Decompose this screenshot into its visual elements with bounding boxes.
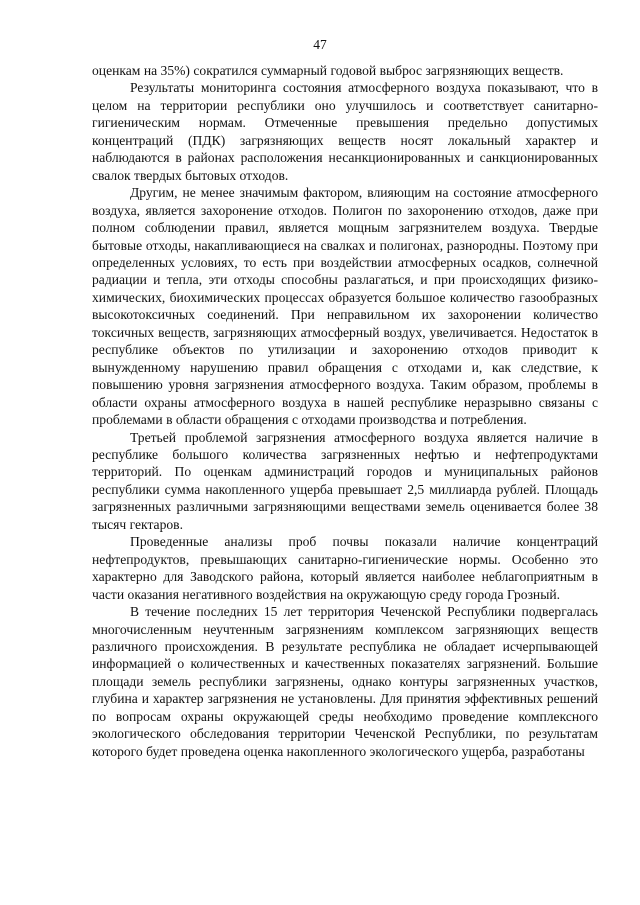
paragraph-oil-contamination: Третьей проблемой загрязнения атмосферного воздуха является наличие в республике большого количества загрязненных нефтью и нефтепродуктами территорий. По оценкам администраций городов и муниципальных районов республики сумма накопленного ущерба превышает 2,5 миллиарда рублей. Площадь загрязненных различными загрязняющими веществами земель оценивается более 38 тысяч гектаров. bbox=[92, 429, 598, 532]
paragraph-soil-analysis: Проведенные анализы проб почвы показали наличие концентраций нефтепродуктов, превышающих санитарно-гигиенические нормы. Особенно это характерно для Заводского района, который является наиболее неблагоприятным в части оказания негативного воздействия на окружающую среду города Грозный. bbox=[92, 534, 598, 602]
paragraph-pollution-history: В течение последних 15 лет территория Чеченской Республики подвергалась многочисленным неучтенным загрязнениям комплексом загрязняющих веществ различного происхождения. В результате республика не обладает исчерпывающей информацией о количественных и качественных показателях загрязнений. Большие площади земель республики загрязнены, однако контуры загрязненных участков, глубина и характер загрязнения не установлены. Для принятия эффективных решений по вопросам охраны окружающей среды необходимо проведение комплексного экологического обследования территории Чеченской Республики, по результатам которого будет проведена оценка накопленного экологического ущерба, разработаны bbox=[92, 604, 598, 759]
paragraph-waste-burial: Другим, не менее значимым фактором, влияющим на состояние атмосферного воздуха, является захоронение отходов. Полигон по захоронению отходов, даже при полном соблюдении правил, является мощным загрязнителем воздуха. Твердые бытовые отходы, накапливающиеся на свалках и полигонах, разнородны. Поэтому при определенных условиях, то есть при воздействии атмосферных осадков, солнечной радиации и тепла, эти отходы способны разлагаться, и при происходящих физико-химических, биохимических процессах образуется большое количество газообразных высокотоксичных соединений. При неправильном их захоронении количество токсичных веществ, загрязняющих атмосферный воздух, увеличивается. Недостаток в республике объектов по утилизации и захоронению отходов приводит к вынужденному нарушению правил обращения с отходами и, как следствие, к повышению уровня загрязнения атмосферного воздуха. Таким образом, проблемы в области охраны атмосферного воздуха в нашей республике неразрывно связаны с проблемами в области обращения с отходами производства и потребления. bbox=[92, 185, 598, 428]
page-number: 47 bbox=[313, 37, 327, 52]
paragraph-air-monitoring: Результаты мониторинга состояния атмосферного воздуха показывают, что в целом на территории республики оно улучшилось и соответствует санитарно-гигиеническим нормам. Отмеченные превышения предельно допустимых концентраций (ПДК) загрязняющих веществ носят локальный характер и наблюдаются в районах расположения несанкционированных и санкционированных свалок твердых бытовых отходов. bbox=[92, 80, 598, 183]
paragraph-continued: оценкам на 35%) сократился суммарный годовой выброс загрязняющих веществ. bbox=[92, 63, 564, 78]
body-text bbox=[92, 62, 598, 760]
